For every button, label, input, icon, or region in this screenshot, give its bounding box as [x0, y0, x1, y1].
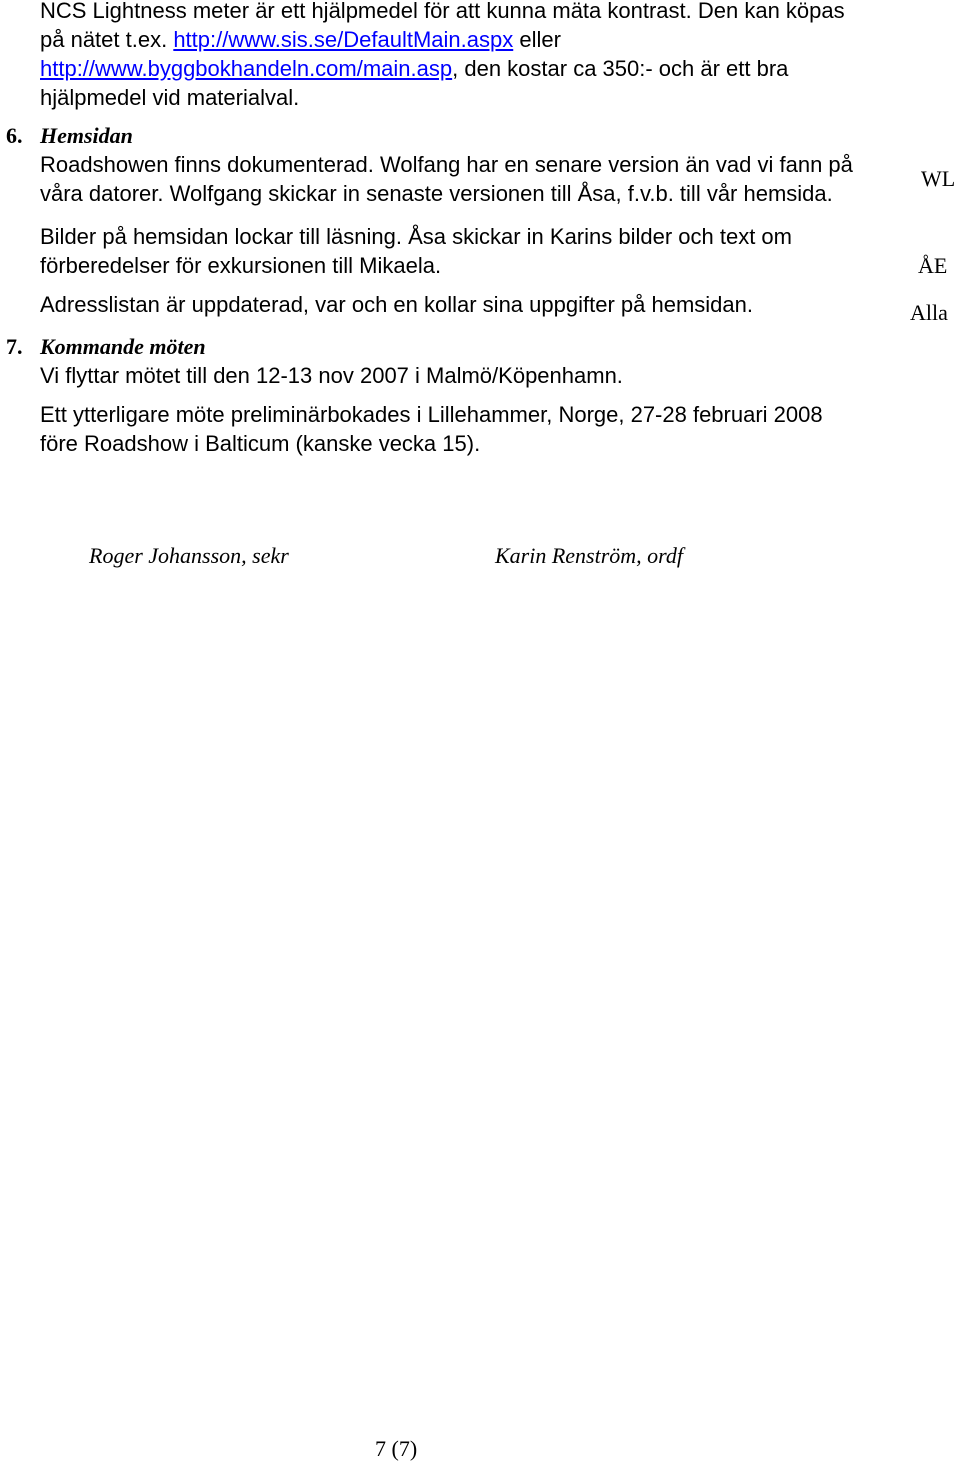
section-6-title: Hemsidan [40, 123, 133, 148]
section-6-heading [6, 121, 133, 150]
responsible-ae: ÅE [918, 253, 948, 278]
intro-line-3-after: , den kostar ca 350:- och är ett bra [452, 56, 789, 81]
byggbokhandeln-link[interactable]: http://www.byggbokhandeln.com/main.asp [40, 56, 453, 81]
intro-line-2 [40, 25, 561, 54]
section-7-heading [6, 332, 206, 361]
intro-line-2-text: på nätet t.ex. [40, 27, 174, 52]
section-6-p2-line-2: förberedelser för exkursionen till Mikaela. [40, 253, 442, 278]
section-7-p2-line-2: före Roadshow i Balticum (kanske vecka 15). [40, 431, 481, 456]
section-6-p1-line-2: våra datorer. Wolfgang skickar in senaste versionen till Åsa, f.v.b. till vår hemsida. [40, 181, 833, 206]
responsible-wl: WL [921, 166, 956, 191]
page-number: 7 (7) [375, 1436, 418, 1461]
section-6-p3-line-1: Adresslistan är uppdaterad, var och en kollar sina uppgifter på hemsidan. [40, 292, 753, 317]
intro-line-4: hjälpmedel vid materialval. [40, 85, 300, 110]
section-6-number: 6. [6, 123, 23, 148]
signature-chair: Karin Renström, ordf [495, 543, 684, 568]
section-6-p1-line-1: Roadshowen finns dokumenterad. Wolfang har en senare version än vad vi fann på [40, 152, 853, 177]
sis-link[interactable]: http://www.sis.se/DefaultMain.aspx [173, 27, 514, 52]
intro-line-3 [40, 54, 788, 83]
section-7-title: Kommande möten [40, 334, 206, 359]
signature-secretary: Roger Johansson, sekr [89, 543, 289, 568]
section-6-p2-line-1: Bilder på hemsidan lockar till läsning. Åsa skickar in Karins bilder och text om [40, 224, 792, 249]
section-7-p1-line-1: Vi flyttar mötet till den 12-13 nov 2007 i Malmö/Köpenhamn. [40, 363, 623, 388]
intro-line-2-after: eller [513, 27, 561, 52]
section-7-number: 7. [6, 334, 23, 359]
intro-line-1: NCS Lightness meter är ett hjälpmedel för att kunna mäta kontrast. Den kan köpas [40, 0, 845, 23]
section-7-p2-line-1: Ett ytterligare möte preliminärbokades i Lillehammer, Norge, 27-28 februari 2008 [40, 402, 823, 427]
responsible-all: Alla [910, 300, 948, 325]
